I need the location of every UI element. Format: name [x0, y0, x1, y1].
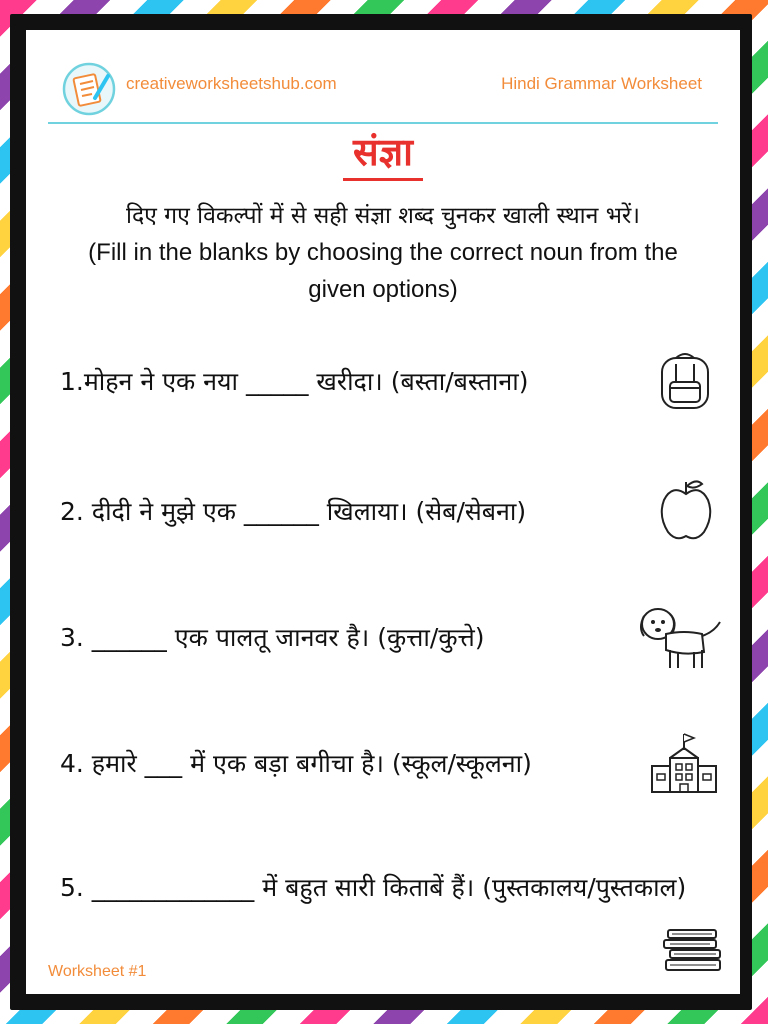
instructions-hindi: दिए गए विकल्पों में से सही संज्ञा शब्द चुनकर खाली स्थान भरें।	[125, 203, 641, 229]
worksheet-page	[26, 30, 740, 994]
school-icon	[648, 730, 720, 796]
question-5: 5. _____________ में बहुत सारी किताबें हैं। (पुस्तकालय/पुस्तकाल)	[60, 873, 687, 902]
worksheet-logo-icon	[62, 62, 116, 116]
question-1: 1.मोहन ने एक नया _____ खरीदा। (बस्ता/बस्ताना)	[60, 367, 529, 396]
page-title	[26, 128, 740, 181]
question-4: 4. हमारे ___ में एक बड़ा बगीचा है। (स्कूल/स्कूलना)	[60, 749, 532, 778]
question-2: 2. दीदी ने मुझे एक ______ खिलाया। (सेब/सेबना)	[60, 497, 527, 526]
instructions-english: (Fill in the blanks by choosing the correct noun from the given options)	[88, 239, 678, 303]
dog-icon	[636, 600, 726, 672]
page-title-text: संज्ञा	[343, 128, 423, 181]
site-name[interactable]: creativeworksheetshub.com	[126, 74, 337, 93]
header-divider	[48, 122, 718, 124]
question-3: 3. ______ एक पालतू जानवर है। (कुत्ता/कुत्ते)	[60, 623, 485, 652]
worksheet-number: Worksheet #1	[48, 963, 147, 980]
apple-icon	[656, 476, 716, 544]
books-icon	[662, 928, 726, 974]
backpack-icon	[654, 348, 716, 412]
worksheet-subject: Hindi Grammar Worksheet	[501, 74, 702, 93]
